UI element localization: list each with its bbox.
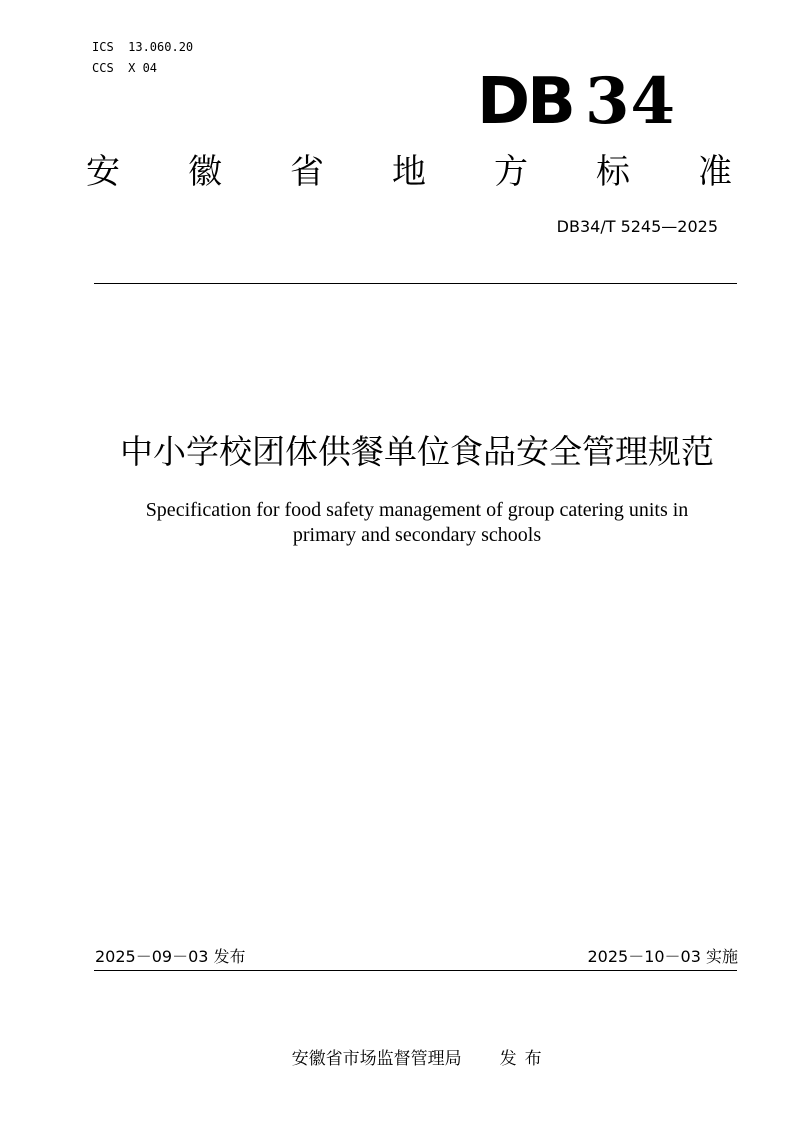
- ccs-code: CCS X 04: [92, 61, 158, 75]
- issuer-line: [270, 1026, 550, 1092]
- standard-type-char: 安: [86, 152, 120, 192]
- standard-type-char: 地: [392, 152, 426, 192]
- top-divider: [94, 283, 737, 284]
- standard-type-char: 准: [698, 152, 732, 192]
- bottom-divider: [94, 970, 737, 971]
- issuer-action: 发布: [499, 1049, 550, 1069]
- standard-type-char: 方: [494, 152, 528, 192]
- standard-number: DB34/T 5245—2025: [556, 217, 718, 236]
- standard-type-heading: [86, 150, 732, 194]
- english-title-line: primary and secondary schools: [292, 524, 542, 546]
- standard-type-char: 省: [290, 152, 324, 192]
- document-title-chinese: 中小学校团体供餐单位食品安全管理规范: [120, 432, 714, 471]
- implementation-date: 2025－10－03 实施: [587, 947, 738, 966]
- standard-type-char: 徽: [188, 152, 222, 192]
- standard-code-prefix: DB: [477, 65, 573, 139]
- english-title-line: Specification for food safety management of group catering units in: [145, 499, 689, 521]
- ics-code: ICS 13.060.20: [92, 40, 194, 54]
- document-title-english: [0, 498, 794, 548]
- standard-type-char: 标: [596, 152, 630, 192]
- issue-date: 2025－09－03 发布: [95, 947, 246, 966]
- standard-code-region: 34: [584, 64, 676, 139]
- standard-code-logo: [477, 66, 676, 138]
- issuer-name: 安徽省市场监督管理局: [291, 1049, 462, 1069]
